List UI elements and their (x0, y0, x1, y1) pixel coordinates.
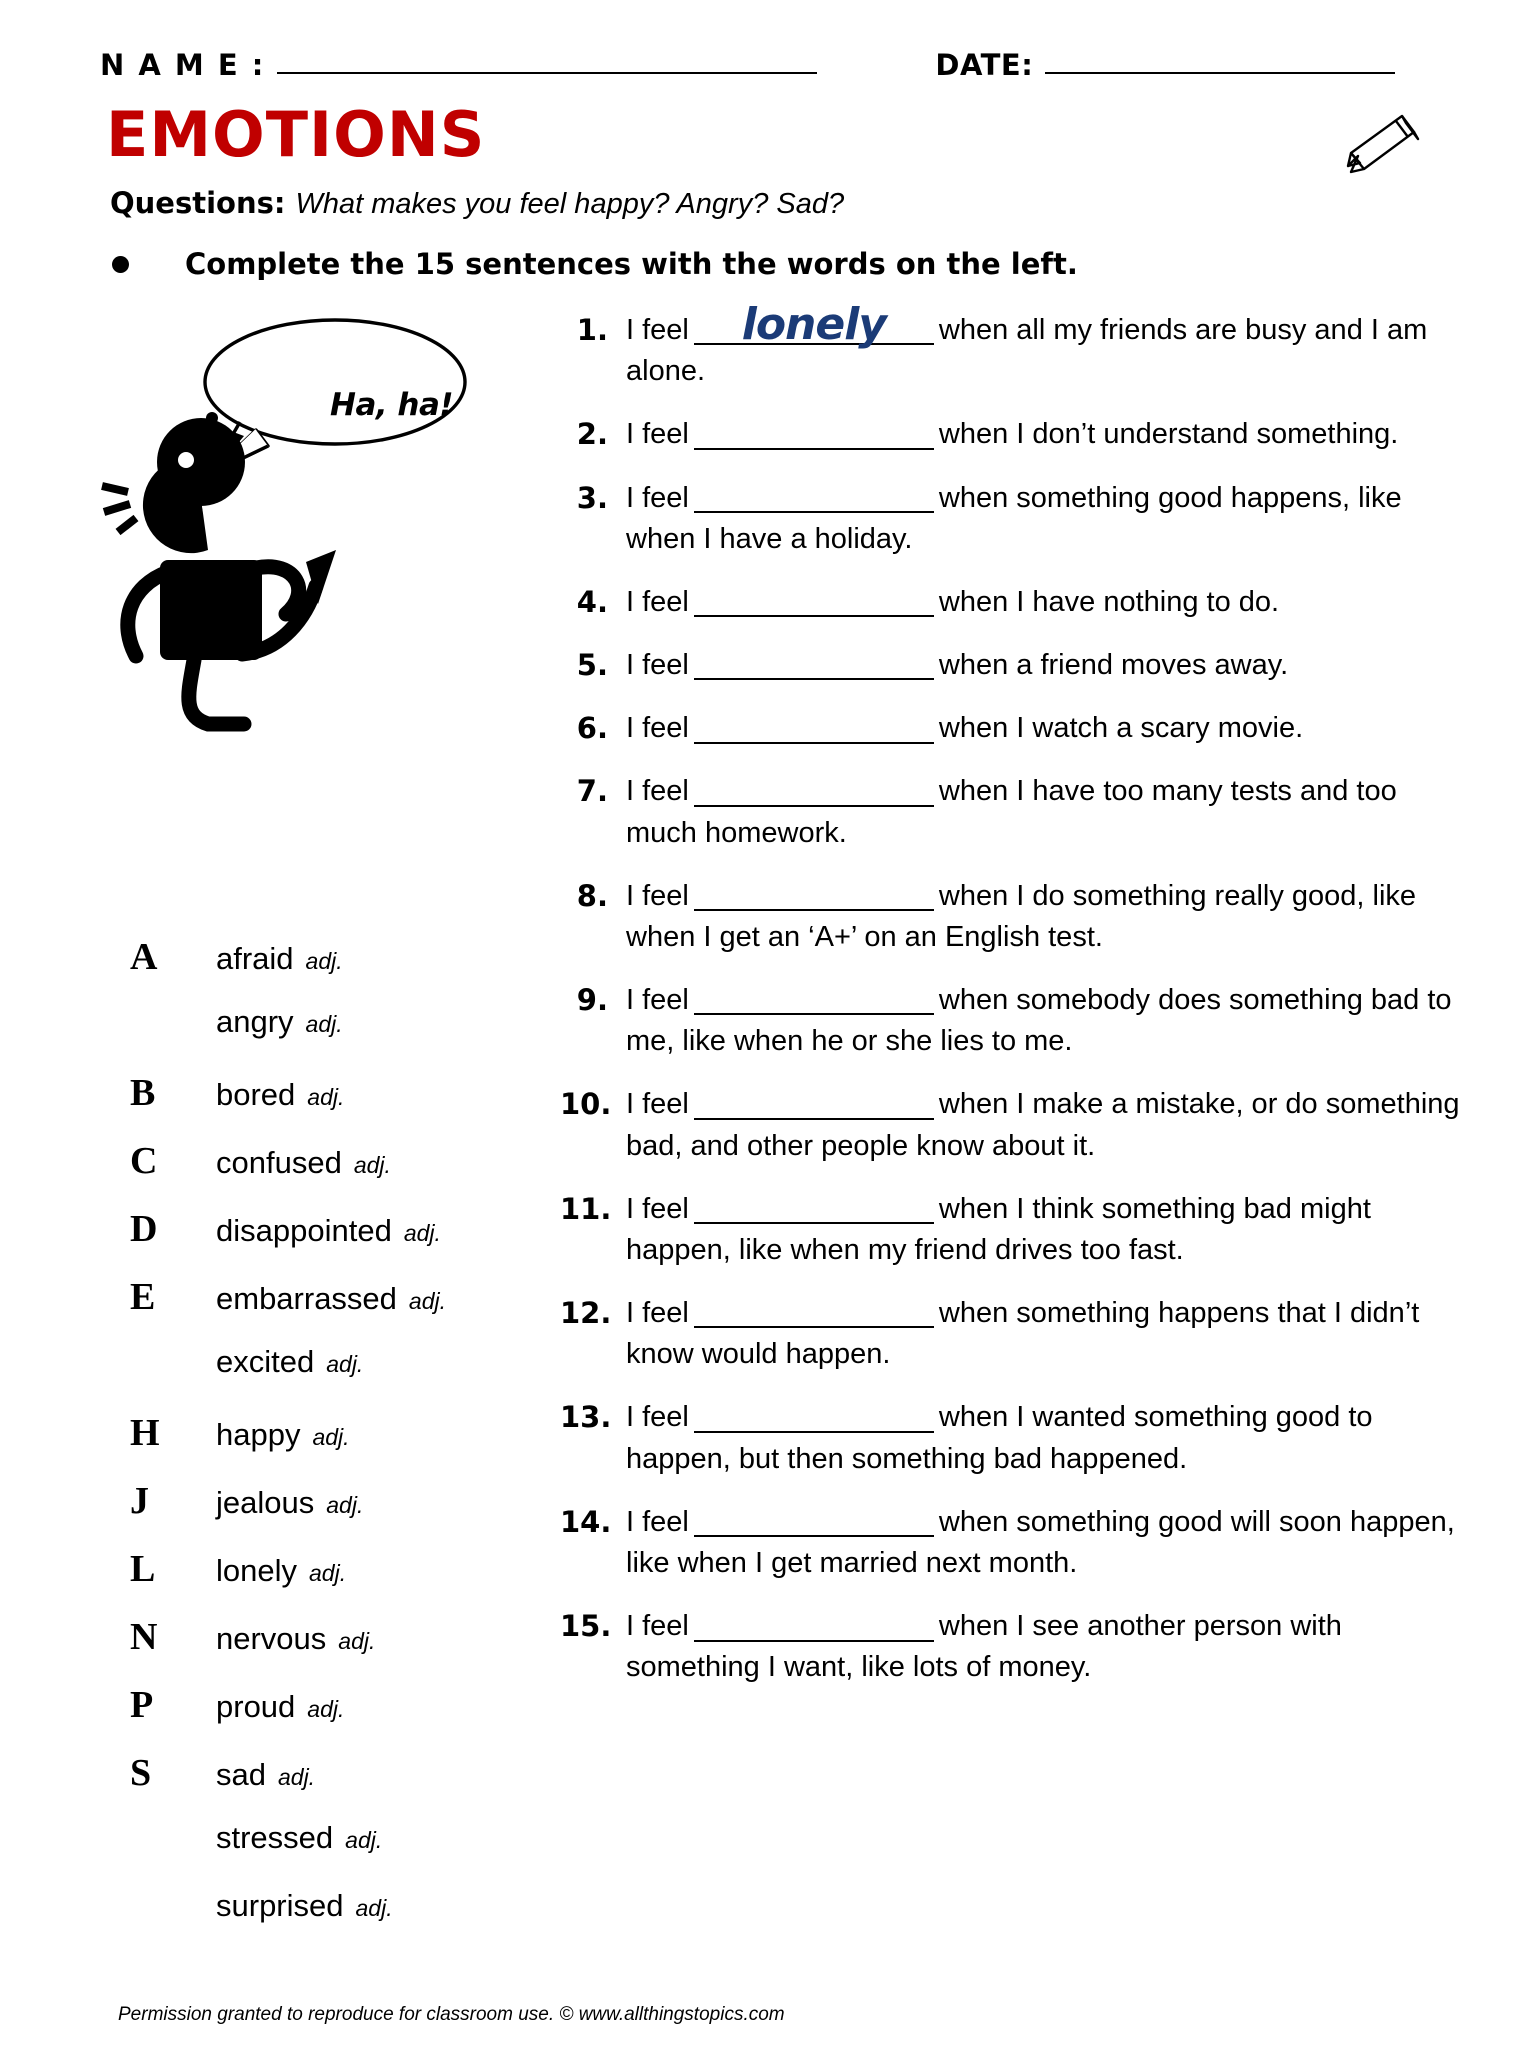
name-write-line[interactable] (277, 71, 817, 74)
sentence-number: 4. (576, 584, 608, 619)
questions-label: Questions: (110, 186, 286, 220)
sentence-prefix: I feel (626, 775, 689, 808)
bullet-icon (112, 256, 129, 273)
answer-text: lonely (741, 299, 886, 351)
answer-blank[interactable] (694, 1400, 934, 1432)
sentence-suffix: when something happens that I didn’t know would happen. (626, 1297, 1420, 1371)
answer-blank[interactable] (694, 1505, 934, 1537)
sentence-prefix: I feel (626, 649, 689, 682)
sentence-suffix: when something good will soon happen, like when I get married next month. (626, 1505, 1455, 1579)
word-pos: adj. (305, 1011, 343, 1037)
word-term: excited (216, 1344, 315, 1379)
word-bank-row[interactable] (130, 1550, 550, 1618)
sentence-body (626, 1189, 1460, 1271)
instruction-text: Complete the 15 sentences with the words on the left. (185, 247, 1078, 281)
word-bank-row[interactable] (130, 1686, 550, 1754)
answer-blank[interactable] (694, 417, 934, 449)
worksheet-header (100, 20, 1440, 80)
sentence-prefix: I feel (626, 418, 689, 451)
word-term: angry (216, 1004, 294, 1039)
sentence-item (560, 1397, 1460, 1479)
sentence-prefix: I feel (626, 1610, 689, 1643)
sentence-suffix: when all my friends are busy and I am alone. (626, 314, 1428, 388)
sentence-item (560, 1606, 1460, 1688)
sentence-prefix: I feel (626, 1192, 689, 1225)
word-pos: adj. (326, 1351, 364, 1377)
word-bank-row[interactable] (130, 1890, 550, 1958)
questions-line (110, 186, 844, 222)
word-letter: J (130, 1480, 149, 1522)
word-bank-row[interactable] (130, 938, 550, 1006)
answer-blank[interactable] (694, 983, 934, 1015)
sentence-item (560, 708, 1460, 749)
sentence-number: 10. (560, 1087, 612, 1122)
word-pos: adj. (408, 1288, 447, 1314)
word-pos: adj. (277, 1764, 316, 1790)
sentence-prefix: I feel (626, 1088, 689, 1121)
sentence-item (560, 1189, 1460, 1271)
answer-blank[interactable] (694, 879, 934, 911)
word-letter: H (130, 1412, 160, 1454)
sentence-number: 14. (560, 1504, 612, 1539)
sentence-body (626, 708, 1460, 749)
word-pos: adj. (355, 1895, 393, 1921)
sentence-body (626, 645, 1460, 686)
word-bank-row[interactable] (130, 1278, 550, 1346)
sentence-number: 12. (560, 1296, 612, 1331)
sentence-suffix: when something good happens, like when I have a holiday. (626, 481, 1402, 555)
sentence-body (626, 299, 1460, 392)
sentence-item (560, 414, 1460, 455)
word-term: lonely (216, 1553, 297, 1588)
word-pos: adj. (307, 1696, 345, 1722)
sentence-body (626, 414, 1460, 455)
word-pos: adj. (326, 1492, 364, 1518)
word-bank-row[interactable] (130, 1006, 550, 1074)
word-term: jealous (216, 1485, 315, 1520)
sentence-item (560, 582, 1460, 623)
speech-bubble-text: Ha, ha! (330, 387, 454, 423)
answer-blank[interactable] (694, 711, 934, 743)
sentence-suffix: when I have too many tests and too much homework. (626, 775, 1397, 849)
word-term: surprised (216, 1888, 344, 1923)
sentence-prefix: I feel (626, 585, 689, 618)
answer-blank[interactable] (694, 1087, 934, 1119)
sentence-number: 2. (576, 417, 608, 452)
word-term: embarrassed (216, 1281, 397, 1316)
copyright-footer: Permission granted to reproduce for classroom use. © www.allthingstopics.com (118, 2004, 785, 2025)
sentence-prefix: I feel (626, 314, 689, 346)
sentence-item (560, 645, 1460, 686)
word-bank-row[interactable] (130, 1142, 550, 1210)
word-pos: adj. (338, 1628, 376, 1654)
laughing-person-illustration (90, 310, 520, 740)
word-pos: adj. (307, 1084, 345, 1110)
sentence-suffix: when I have nothing to do. (938, 585, 1280, 618)
sentence-item (560, 1502, 1460, 1584)
sentence-number: 9. (576, 983, 608, 1018)
answer-blank[interactable] (694, 585, 934, 617)
sentence-suffix: when a friend moves away. (938, 649, 1289, 682)
sentence-suffix: when I don’t understand something. (938, 418, 1399, 451)
sentence-suffix: when I make a mistake, or do something bad, and other people know about it. (626, 1088, 1460, 1162)
sentence-suffix: when somebody does something bad to me, like when he or she lies to me. (626, 984, 1452, 1058)
sentence-prefix: I feel (626, 1297, 689, 1330)
word-pos: adj. (403, 1220, 441, 1246)
sentence-prefix: I feel (626, 1401, 689, 1434)
word-letter: S (130, 1752, 152, 1794)
answer-blank[interactable] (694, 1609, 934, 1641)
sentence-prefix: I feel (626, 1505, 689, 1538)
answer-blank[interactable] (694, 480, 934, 512)
word-bank-row[interactable] (130, 1414, 550, 1482)
sentence-item (560, 980, 1460, 1062)
sentence-number: 11. (560, 1191, 612, 1226)
sentence-number: 13. (560, 1400, 612, 1435)
word-letter: A (130, 936, 158, 978)
word-letter: P (130, 1684, 154, 1726)
sentence-number: 6. (576, 711, 608, 746)
answer-blank[interactable] (694, 648, 934, 680)
questions-text: What makes you feel happy? Angry? Sad? (295, 188, 845, 220)
sentence-suffix: when I think something bad might happen, like when my friend drives too fast. (626, 1192, 1371, 1266)
word-letter: L (130, 1548, 156, 1590)
word-letter: C (130, 1140, 158, 1182)
word-pos: adj. (309, 1560, 347, 1586)
sentence-body (626, 1397, 1460, 1479)
sentence-item (560, 771, 1460, 853)
sentence-number: 7. (576, 774, 608, 809)
word-term: stressed (216, 1820, 334, 1855)
sentence-item (560, 1084, 1460, 1166)
answer-blank[interactable] (694, 1296, 934, 1328)
sentence-suffix: when I watch a scary movie. (938, 712, 1304, 745)
sentence-body (626, 771, 1460, 853)
word-bank (130, 938, 550, 1958)
sentence-prefix: I feel (626, 879, 689, 912)
sentence-body (626, 1502, 1460, 1584)
word-bank-row[interactable] (130, 1346, 550, 1414)
word-term: confused (216, 1145, 342, 1180)
sentence-suffix: when I see another person with something I want, like lots of money. (626, 1610, 1342, 1684)
name-label: N A M E : (100, 48, 266, 82)
answer-blank[interactable] (694, 1192, 934, 1224)
sentence-body (626, 876, 1460, 958)
sentence-item (560, 478, 1460, 560)
word-bank-row[interactable] (130, 1074, 550, 1142)
word-letter: B (130, 1072, 156, 1114)
answer-blank[interactable] (694, 299, 934, 351)
word-term: proud (216, 1689, 296, 1724)
sentence-prefix: I feel (626, 984, 689, 1017)
sentence-suffix: when I wanted something good to happen, but then something bad happened. (626, 1401, 1373, 1475)
sentence-prefix: I feel (626, 712, 689, 745)
word-pos: adj. (305, 948, 343, 974)
word-bank-row[interactable] (130, 1482, 550, 1550)
word-bank-row[interactable] (130, 1210, 550, 1278)
date-label: DATE: (935, 48, 1034, 82)
sentence-prefix: I feel (626, 481, 689, 514)
word-letter: D (130, 1208, 158, 1250)
word-term: disappointed (216, 1213, 392, 1248)
word-pos: adj. (312, 1424, 350, 1450)
page-title: EMOTIONS (106, 98, 486, 171)
sentence-number: 15. (560, 1609, 612, 1644)
sentence-item (560, 299, 1460, 392)
word-bank-row[interactable] (130, 1822, 550, 1890)
sentence-item (560, 876, 1460, 958)
sentence-body (626, 1293, 1460, 1375)
word-bank-row[interactable] (130, 1618, 550, 1686)
sentence-suffix: when I do something really good, like when I get an ‘A+’ on an English test. (626, 879, 1417, 953)
instruction-line (112, 247, 1078, 281)
word-pos: adj. (345, 1827, 383, 1853)
sentence-body (626, 478, 1460, 560)
sentence-item (560, 1293, 1460, 1375)
word-term: bored (216, 1077, 296, 1112)
date-write-line[interactable] (1045, 71, 1395, 74)
sentence-number: 1. (576, 313, 608, 347)
sentence-number: 8. (576, 878, 608, 913)
word-term: nervous (216, 1621, 327, 1656)
sentence-number: 3. (576, 480, 608, 515)
pencil-icon (1340, 110, 1440, 180)
word-term: afraid (216, 941, 294, 976)
sentence-list (560, 299, 1460, 1710)
sentence-body (626, 1084, 1460, 1166)
word-bank-row[interactable] (130, 1754, 550, 1822)
word-letter: E (130, 1276, 156, 1318)
word-pos: adj. (353, 1152, 391, 1178)
word-term: happy (216, 1417, 301, 1452)
word-term: sad (216, 1757, 266, 1792)
answer-blank[interactable] (694, 774, 934, 806)
sentence-body (626, 980, 1460, 1062)
sentence-body (626, 1606, 1460, 1688)
word-letter: N (130, 1616, 158, 1658)
sentence-number: 5. (576, 648, 608, 683)
sentence-body (626, 582, 1460, 623)
